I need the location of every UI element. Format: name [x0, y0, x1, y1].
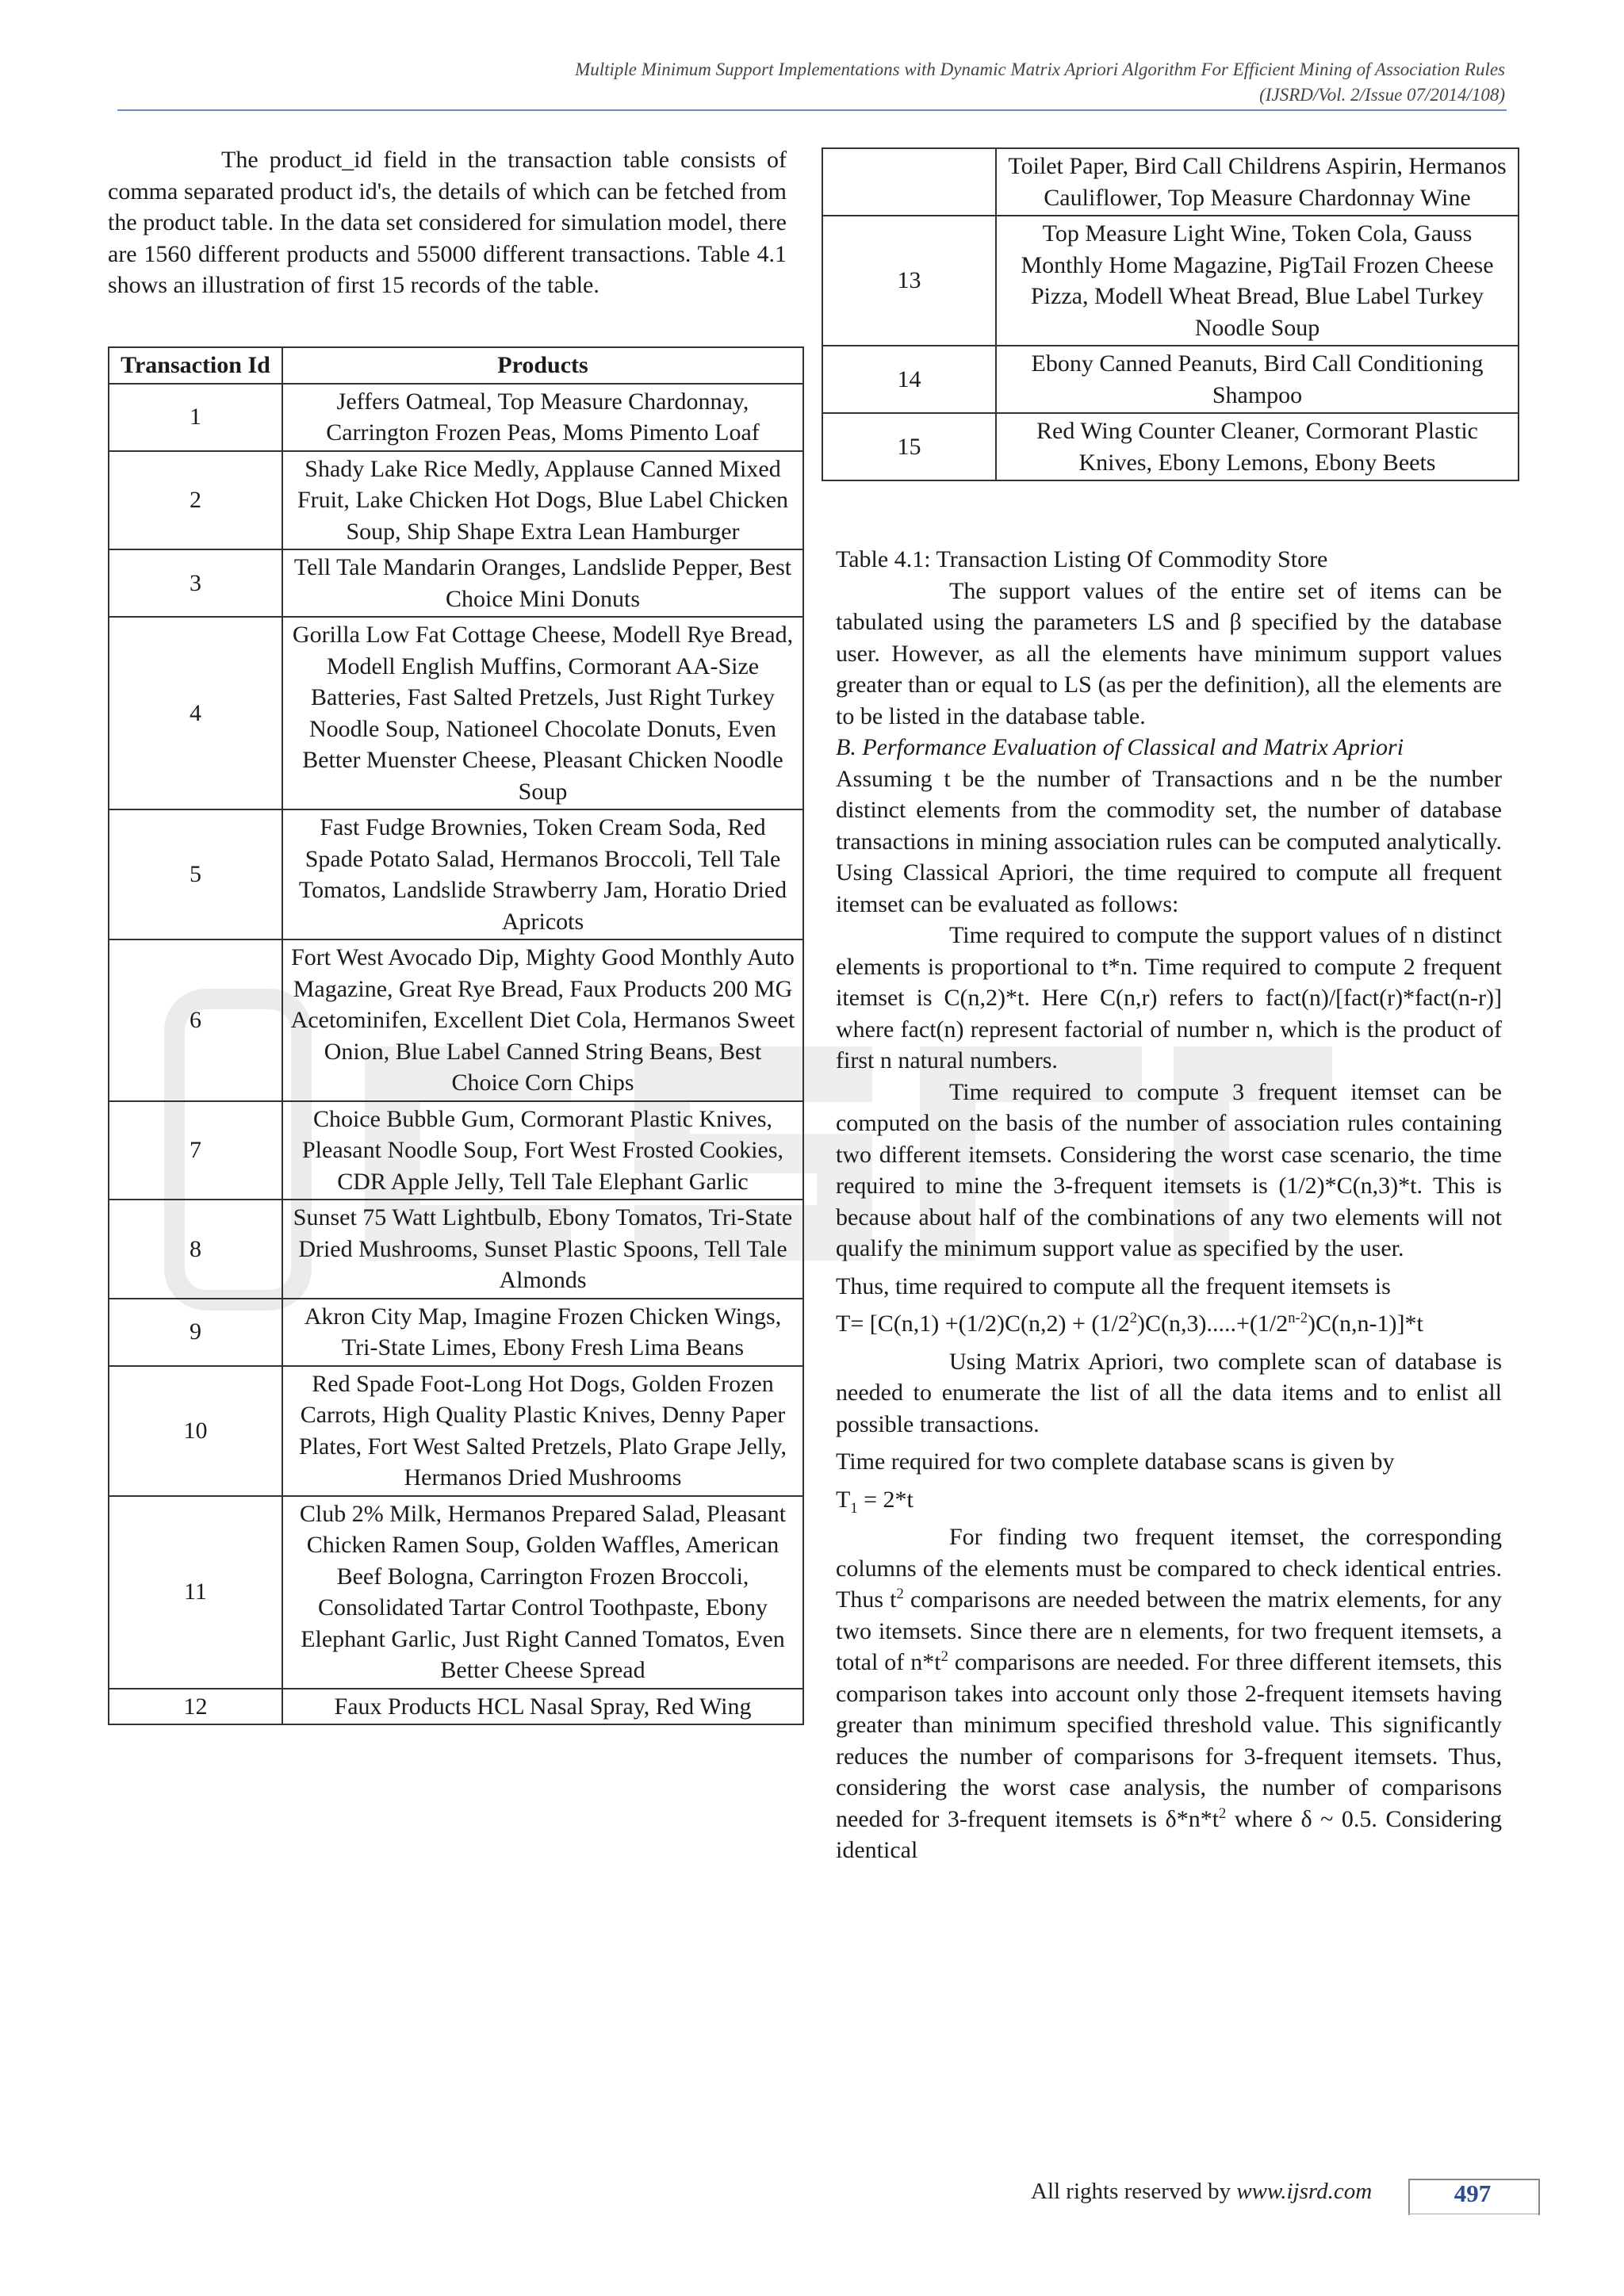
transaction-id: 5 — [109, 809, 282, 939]
transaction-id: 8 — [109, 1200, 282, 1299]
table-row — [109, 1200, 803, 1299]
table-row — [109, 384, 803, 451]
table-row — [109, 451, 803, 550]
running-header — [14, 57, 1505, 108]
journal-citation: (IJSRD/Vol. 2/Issue 07/2014/108) — [1259, 85, 1505, 105]
transaction-id: 7 — [109, 1101, 282, 1200]
table-header-row — [109, 347, 803, 384]
table-row — [822, 346, 1519, 413]
transaction-table-part-2 — [822, 147, 1519, 481]
three-frequent-paragraph: Time required to compute 3 frequent itemset can be computed on the basis of the number of association rules containing two different itemsets. Considering the worst case scenario, the time required to mine the 3-frequent itemsets is (1/2)*C(n,3)*t. This is because about half of the combinations of any two elements will not qualify the minimum support value as specified by the user. — [836, 1078, 1502, 1261]
intro-paragraph: The product_id field in the transaction table consists of comma separated product id's, the details of which can be fetched from the product table. In the data set considered for simulation model, there are 1560 different products and 55000 different transactions. Table 4.1 shows an illustration of first 15 records of the table. — [108, 147, 787, 298]
table-row — [109, 617, 803, 809]
left-column — [108, 144, 787, 301]
table-row — [822, 216, 1519, 346]
table-row — [822, 148, 1519, 216]
table-row — [109, 1101, 803, 1200]
transaction-products: Red Wing Counter Cleaner, Cormorant Plastic Knives, Ebony Lemons, Ebony Beets — [996, 413, 1519, 480]
paper-title: Multiple Minimum Support Implementations with Dynamic Matrix Apriori Algorithm For Efficient Mining of Association Rules — [575, 59, 1505, 79]
col-header-products: Products — [282, 347, 803, 384]
transaction-products: Choice Bubble Gum, Cormorant Plastic Knives, Pleasant Noodle Soup, Fort West Frosted Cookies, CDR Apple Jelly, Tell Tale Elephant Garlic — [282, 1101, 803, 1200]
transaction-id-continued — [822, 148, 996, 216]
section-heading-b: B. Performance Evaluation of Classical and Matrix Apriori — [836, 734, 1404, 760]
transaction-id: 1 — [109, 384, 282, 451]
transaction-id: 10 — [109, 1366, 282, 1496]
transaction-id: 12 — [109, 1689, 282, 1725]
transaction-id: 3 — [109, 549, 282, 617]
table-row — [109, 1496, 803, 1689]
table-row — [109, 809, 803, 939]
transaction-id: 14 — [822, 346, 996, 413]
transaction-products: Ebony Canned Peanuts, Bird Call Conditioning Shampoo — [996, 346, 1519, 413]
scan-time-formula: $T_1 = 2*t$ — [836, 1486, 914, 1517]
support-time-paragraph: Time required to compute the support values of n distinct elements is proportional to t*n. Time required to compute 2 frequent itemset is C(n,2)*t. Here C(n,r) refers to fact(n)/[fact(r)*fact(n-r)] where fact(n) represent factorial of number n, which is the product of first n natural numbers. — [836, 922, 1502, 1073]
table-caption: Table 4.1: Transaction Listing Of Commodity Store — [836, 546, 1328, 572]
table-row — [109, 1366, 803, 1496]
header-divider — [117, 109, 1507, 111]
transaction-products: Club 2% Milk, Hermanos Prepared Salad, Pleasant Chicken Ramen Soup, Golden Waffles, American Beef Bologna, Carrington Frozen Broccoli, Consolidated Tartar Control Toothpaste, Ebony Elephant Garlic, Just Right Canned Tomatos, Even Better Cheese Spread — [282, 1496, 803, 1689]
footer-site-link[interactable]: www.ijsrd.com — [1236, 2179, 1373, 2204]
transaction-products: Shady Lake Rice Medly, Applause Canned Mixed Fruit, Lake Chicken Hot Dogs, Blue Label Chicken Soup, Ship Shape Extra Lean Hamburger — [282, 451, 803, 550]
col-header-transaction-id: Transaction Id — [109, 347, 282, 384]
right-column — [836, 544, 1502, 1866]
transaction-table-part-1 — [108, 346, 804, 1725]
table-row — [109, 939, 803, 1101]
transaction-id: 2 — [109, 451, 282, 550]
scan-time-intro: Time required for two complete database scans is given by — [836, 1448, 1395, 1475]
table-row — [109, 1689, 803, 1725]
transaction-id: 11 — [109, 1496, 282, 1689]
transaction-products: Red Spade Foot-Long Hot Dogs, Golden Frozen Carrots, High Quality Plastic Knives, Denny Paper Plates, Fort West Salted Pretzels, Plato Grape Jelly, Hermanos Dried Mushrooms — [282, 1366, 803, 1496]
transaction-id: 15 — [822, 413, 996, 480]
transaction-products: Fort West Avocado Dip, Mighty Good Monthly Auto Magazine, Great Rye Bread, Faux Products 200 MG Acetominifen, Excellent Diet Cola, Hermanos Sweet Onion, Blue Label Canned String Beans, Best Choice Corn Chips — [282, 939, 803, 1101]
table-row — [822, 413, 1519, 480]
transaction-products: Sunset 75 Watt Lightbulb, Ebony Tomatos, Tri-State Dried Mushrooms, Sunset Plastic Spoons, Tell Tale Almonds — [282, 1200, 803, 1299]
total-time-formula: $T= [C(n,1) +(1/2)C(n,2) + (1/2^2)C(n,3).....+(1/2^{n-2})C(n,n-1)]*t$ — [836, 1310, 1423, 1337]
comparisons-paragraph: For finding two frequent itemset, the corresponding columns of the elements must be compared to check identical entries. Thus $t^2$ comparisons are needed between the matrix elements, for any two itemsets. Since there are n elements, for two frequent itemsets, a total of $n*t^2$ comparisons are needed. For three different itemsets, this comparison takes into account only those 2-frequent itemsets having greater than minimum specified threshold value. This significantly reduces the number of comparisons for 3-frequent itemsets. Thus, considering the worst case analysis, the number of comparisons needed for 3-frequent itemsets is $\delta*n*t^2$ where δ ~ 0.5. Considering identical — [836, 1524, 1503, 1863]
page-number: 497 — [1454, 2179, 1492, 2207]
transaction-products: Akron City Map, Imagine Frozen Chicken Wings, Tri-State Limes, Ebony Fresh Lima Beans — [282, 1299, 803, 1366]
table-row — [109, 549, 803, 617]
transaction-id: 9 — [109, 1299, 282, 1366]
support-values-paragraph: The support values of the entire set of items can be tabulated using the parameters LS and β specified by the database user. However, as all the elements have minimum support values greater than or equal to LS (as per the definition), all the elements are to be listed in the database table. — [836, 577, 1502, 729]
transaction-products: Jeffers Oatmeal, Top Measure Chardonnay, Carrington Frozen Peas, Moms Pimento Loaf — [282, 384, 803, 451]
transaction-id: 4 — [109, 617, 282, 809]
transaction-id: 13 — [822, 216, 996, 346]
transaction-id: 6 — [109, 939, 282, 1101]
transaction-products: Faux Products HCL Nasal Spray, Red Wing — [282, 1689, 803, 1725]
matrix-apriori-paragraph: Using Matrix Apriori, two complete scan of database is needed to enumerate the list of all the data items and to enlist all possible transactions. — [836, 1348, 1502, 1437]
transaction-products: Fast Fudge Brownies, Token Cream Soda, Red Spade Potato Salad, Hermanos Broccoli, Tell Tale Tomatos, Landslide Strawberry Jam, Horatio Dried Apricots — [282, 809, 803, 939]
transaction-products: Gorilla Low Fat Cottage Cheese, Modell Rye Bread, Modell English Muffins, Cormorant AA-Size Batteries, Fast Salted Pretzels, Just Right Turkey Noodle Soup, Nationeel Chocolate Donuts, Even Better Muenster Cheese, Pleasant Chicken Noodle Soup — [282, 617, 803, 809]
transaction-products: Tell Tale Mandarin Oranges, Landslide Pepper, Best Choice Mini Donuts — [282, 549, 803, 617]
assumption-paragraph: Assuming t be the number of Transactions and n be the number distinct elements from the commodity set, the number of database transactions in mining association rules can be computed analytically. Using Classical Apriori, the time required to compute all frequent itemset can be evaluated as follows: — [836, 765, 1502, 917]
transaction-products: Toilet Paper, Bird Call Childrens Aspirin, Hermanos Cauliflower, Top Measure Chardonnay Wine — [996, 148, 1519, 216]
total-time-intro: Thus, time required to compute all the frequent itemsets is — [836, 1272, 1391, 1299]
table-row — [109, 1299, 803, 1366]
transaction-products: Top Measure Light Wine, Token Cola, Gauss Monthly Home Magazine, PigTail Frozen Cheese Pizza, Modell Wheat Bread, Blue Label Turkey Noodle Soup — [996, 216, 1519, 346]
footer-rights: All rights reserved by www.ijsrd.com — [1031, 2179, 1373, 2204]
